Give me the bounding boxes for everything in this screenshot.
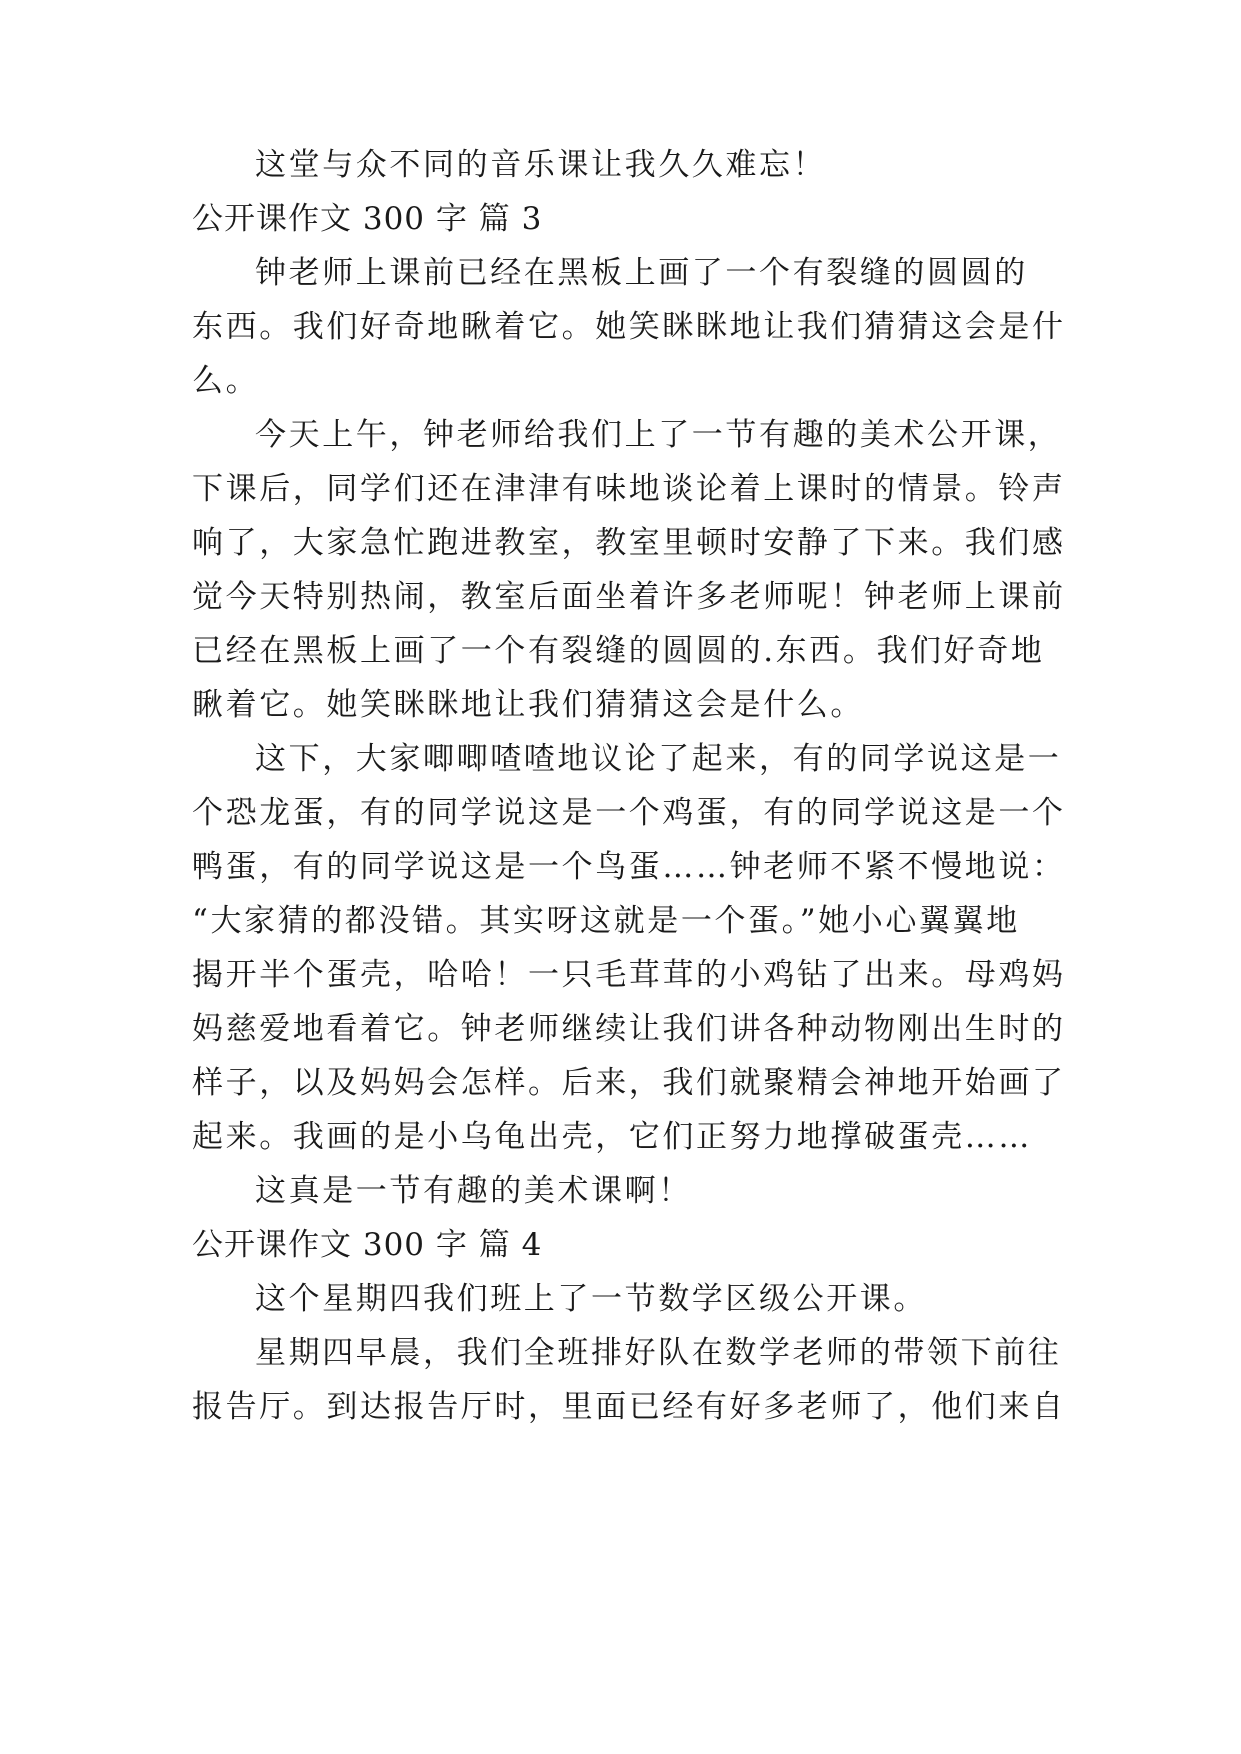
- paragraph-line: 么。: [192, 363, 260, 399]
- paragraph-line: 鸭蛋，有的同学说这是一个鸟蛋……钟老师不紧不慢地说：: [192, 849, 1066, 885]
- paragraph-line: 瞅着它。她笑眯眯地让我们猜猜这会是什么。: [192, 687, 864, 723]
- paragraph-line: 下课后，同学们还在津津有味地谈论着上课时的情景。铃声: [192, 471, 1066, 507]
- paragraph-line: 这堂与众不同的音乐课让我久久难忘！: [255, 147, 827, 183]
- paragraph-line: 已经在黑板上画了一个有裂缝的圆圆的.东西。我们好奇地: [192, 633, 1045, 669]
- paragraph-line: 钟老师上课前已经在黑板上画了一个有裂缝的圆圆的: [255, 255, 1028, 291]
- section-heading: 公开课作文 300 字 篇 4: [192, 1227, 543, 1263]
- section-heading: 公开课作文 300 字 篇 3: [192, 201, 543, 237]
- paragraph-line: 报告厅。到达报告厅时，里面已经有好多老师了，他们来自: [192, 1389, 1066, 1425]
- paragraph-line: 这下，大家唧唧喳喳地议论了起来，有的同学说这是一: [255, 741, 1062, 777]
- paragraph-line: 揭开半个蛋壳，哈哈！一只毛茸茸的小鸡钻了出来。母鸡妈: [192, 957, 1066, 993]
- paragraph-line: 这个星期四我们班上了一节数学区级公开课。: [255, 1281, 927, 1317]
- paragraph-line: 东西。我们好奇地瞅着它。她笑眯眯地让我们猜猜这会是什: [192, 309, 1066, 345]
- paragraph-line: “大家猜的都没错。其实呀这就是一个蛋。”她小心翼翼地: [192, 903, 1020, 939]
- paragraph-line: 妈慈爱地看着它。钟老师继续让我们讲各种动物刚出生时的: [192, 1011, 1066, 1047]
- paragraph-line: 今天上午，钟老师给我们上了一节有趣的美术公开课，: [255, 417, 1062, 453]
- paragraph-line: 觉今天特别热闹，教室后面坐着许多老师呢！钟老师上课前: [192, 579, 1066, 615]
- paragraph-line: 星期四早晨，我们全班排好队在数学老师的带领下前往: [255, 1335, 1062, 1371]
- paragraph-line: 个恐龙蛋，有的同学说这是一个鸡蛋，有的同学说这是一个: [192, 795, 1066, 831]
- paragraph-line: 样子，以及妈妈会怎样。后来，我们就聚精会神地开始画了: [192, 1065, 1066, 1101]
- paragraph-line: 这真是一节有趣的美术课啊！: [255, 1173, 692, 1209]
- paragraph-line: 起来。我画的是小乌龟出壳，它们正努力地撑破蛋壳……: [192, 1119, 1032, 1155]
- paragraph-line: 响了，大家急忙跑进教室，教室里顿时安静了下来。我们感: [192, 525, 1066, 561]
